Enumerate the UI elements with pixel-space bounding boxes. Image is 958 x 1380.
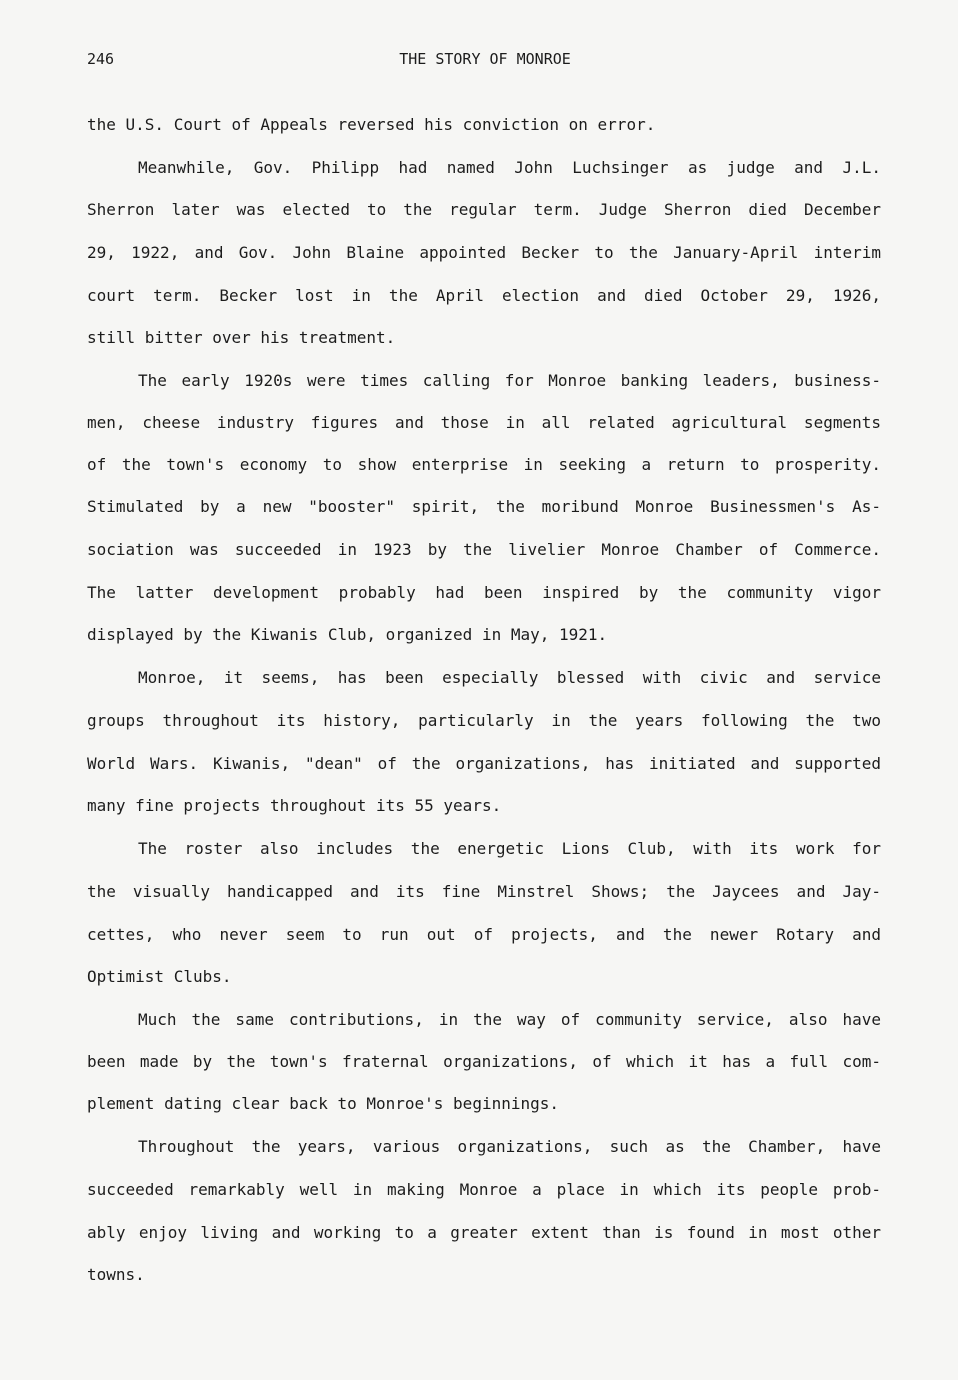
page-number: 246 [87,50,115,68]
text-line: cettes, who never seem to run out of projects, and the newer Rotary and [87,925,881,944]
page-header [87,50,883,70]
text-line: Much the same contributions, in the way of community service, also have [138,1010,881,1029]
text-line: court term. Becker lost in the April election and died October 29, 1926, [87,286,881,305]
text-line: The roster also includes the energetic Lions Club, with its work for [138,839,881,858]
text-line: been made by the town's fraternal organizations, of which it has a full com- [87,1052,881,1071]
text-line: still bitter over his treatment. [87,328,396,347]
text-line: 29, 1922, and Gov. John Blaine appointed Becker to the January-April interim [87,243,881,262]
text-line: displayed by the Kiwanis Club, organized in May, 1921. [87,625,608,644]
text-line: Sherron later was elected to the regular term. Judge Sherron died December [87,200,881,219]
text-line: plement dating clear back to Monroe's beginnings. [87,1094,560,1113]
text-line: ably enjoy living and working to a greater extent than is found in most other [87,1223,881,1242]
running-title: THE STORY OF MONROE [399,50,571,68]
text-line: sociation was succeeded in 1923 by the livelier Monroe Chamber of Commerce. [87,540,881,559]
text-line: Meanwhile, Gov. Philipp had named John Luchsinger as judge and J.L. [138,158,881,177]
text-line: Monroe, it seems, has been especially blessed with civic and service [138,668,881,687]
text-line: Optimist Clubs. [87,967,232,986]
text-line: men, cheese industry figures and those in all related agricultural segments [87,413,881,432]
text-line: The latter development probably had been inspired by the community vigor [87,583,881,602]
text-line: The early 1920s were times calling for Monroe banking leaders, business- [138,371,881,390]
text-line: Throughout the years, various organizations, such as the Chamber, have [138,1137,881,1156]
text-line: groups throughout its history, particularly in the years following the two [87,711,881,730]
text-line: World Wars. Kiwanis, "dean" of the organizations, has initiated and supported [87,754,881,773]
text-line: the visually handicapped and its fine Minstrel Shows; the Jaycees and Jay- [87,882,881,901]
text-line: succeeded remarkably well in making Monroe a place in which its people prob- [87,1180,881,1199]
text-line: towns. [87,1265,145,1284]
text-line: many fine projects throughout its 55 years. [87,796,502,815]
text-line: Stimulated by a new "booster" spirit, the moribund Monroe Businessmen's As- [87,497,881,516]
text-line: the U.S. Court of Appeals reversed his conviction on error. [87,115,656,134]
text-line: of the town's economy to show enterprise in seeking a return to prosperity. [87,455,881,474]
